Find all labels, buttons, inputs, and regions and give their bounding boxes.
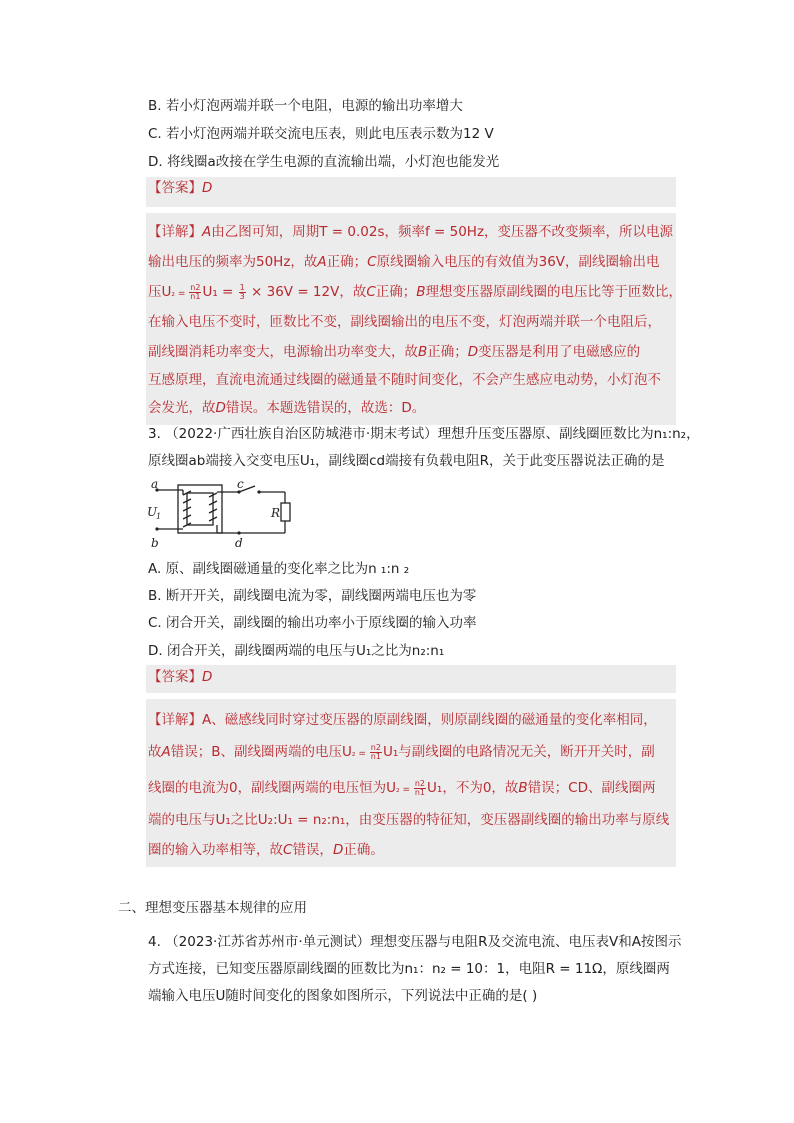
- detail-line: 会发光，故: [148, 400, 216, 416]
- detail-line: 压U: [148, 284, 172, 300]
- subscript: ₂ =: [395, 785, 413, 795]
- detail-line: 端的电压与U₁之比U₂:U₁ = n₂:n₁，由变压器的特征知，变压器副线圈的输出功率与原线: [148, 812, 670, 828]
- answer-label: 【答案】: [148, 669, 202, 685]
- resistor-label: R: [271, 506, 281, 520]
- option-ref-c: C: [367, 254, 377, 270]
- detail-line: 正确；: [427, 344, 468, 360]
- option-b: B. 若小灯泡两端并联一个电阻，电源的输出功率增大: [148, 98, 463, 114]
- option-ref-d: D: [467, 344, 479, 360]
- answer-label: 【答案】: [148, 180, 202, 196]
- question-3-stem-1: 3. （2022·广西壮族自治区防城港市·期末考试）理想升压变压器原、副线圈匝数比为n₁:n₂，: [148, 426, 700, 442]
- detail-line: U₁，不为0，故: [427, 780, 519, 796]
- detail-line: 理想变压器原副线圈的电压比等于匝数比，: [425, 284, 683, 300]
- detail-line: 错误；: [170, 744, 212, 760]
- detail-line: 错误，: [292, 842, 333, 858]
- detail-line: 线圈的电流为0，副线圈两端的电压恒为U: [148, 780, 396, 796]
- question-4-stem-1: 4. （2023·江苏省苏州市·单元测试）理想变压器与电阻R及交流电流、电压表V和A按图示: [148, 934, 682, 950]
- question-4-stem-3: 端输入电压U随时间变化的图象如图所示，下列说法中正确的是( ): [148, 988, 538, 1004]
- detail-line: 副线圈消耗功率变大，电源输出功率变大，故: [148, 344, 418, 360]
- section-heading: 二、理想变压器基本规律的应用: [118, 900, 307, 916]
- detail-line: 正确；: [326, 254, 368, 270]
- detail-line: 变压器是利用了电磁感应的: [478, 344, 641, 360]
- question-4-stem-2: 方式连接，已知变压器原副线圈的匝数比为n₁：n₂ = 10：1，电阻R = 11Ω，原线圈两: [148, 961, 670, 977]
- detail-line: 互感原理，直流电流通过线圈的磁通量不随时间变化，不会产生感应电动势，小灯泡不: [148, 372, 661, 388]
- detail-line: 正确。: [343, 842, 384, 858]
- option-d: D. 将线圈a改接在学生电源的直流输出端，小灯泡也能发光: [148, 154, 500, 170]
- voltage-subscript: 1: [156, 512, 162, 521]
- option-ref-a: A: [202, 224, 212, 240]
- fraction-n2-n1: $\frac{n2}{n1}$: [190, 282, 201, 301]
- detail-line: × 36V = 12V，故: [246, 284, 367, 300]
- detail-label: 【详解】: [148, 712, 202, 728]
- option-c: C. 若小灯泡两端并联交流电压表，则此电压表示数为12 V: [148, 126, 494, 142]
- answer-box-2: [146, 665, 676, 693]
- voltage-label: U: [147, 505, 158, 519]
- answer-value: D: [202, 669, 213, 685]
- detail-line: 原线圈输入电压的有效值为36V，副线圈输出电: [376, 254, 660, 270]
- option-ref-b: B: [418, 344, 428, 360]
- question-3-option-d: D. 闭合开关，副线圈两端的电压与U₁之比为n₂:n₁: [148, 643, 445, 659]
- answer-box-1: [146, 177, 676, 207]
- fraction-n2-n1: $\frac{n2}{n1}$: [414, 778, 426, 797]
- detail-line: U₁与副线圈的电路情况无关，断开开关时，副: [382, 744, 655, 760]
- option-ref-a: A: [161, 744, 171, 760]
- option-ref-a: A: [317, 254, 327, 270]
- fraction-1-3: $\frac{1}{3}$: [239, 282, 245, 301]
- question-3-option-c: C. 闭合开关，副线圈的输出功率小于原线圈的输入功率: [148, 615, 477, 631]
- option-ref-c: C: [283, 842, 293, 858]
- detail-line: 错误；CD、副线圈两: [527, 780, 656, 796]
- option-ref-b: B: [518, 780, 528, 796]
- subscript: ₂ =: [351, 749, 369, 759]
- detail-line: 在输入电压不变时，匝数比不变，副线圈输出的电压不变，灯泡两端并联一个电阻后，: [148, 314, 661, 330]
- detail-line: 圈的输入功率相等，故: [148, 842, 283, 858]
- option-ref-d: D: [215, 400, 226, 416]
- detail-line: B、副线圈两端的电压U: [211, 744, 352, 760]
- answer-value: D: [202, 180, 213, 196]
- question-3-option-a: A. 原、副线圈磁通量的变化率之比为n ₁:n ₂: [148, 561, 410, 577]
- terminal-c: c: [237, 477, 244, 491]
- question-3-option-b: B. 断开开关，副线圈电流为零，副线圈两端电压也为零: [148, 588, 477, 604]
- terminal-a: a: [151, 477, 159, 491]
- detail-box-1: 【详解】A由乙图可知，周期T = 0.02s，频率f = 50Hz，变压器不改变频率，所以电源 输出电压的频率为50Hz，故A正确；C原线圈输入电压的有效值为36V，副线圈输出电 压U₂ = $\frac{n2}{n1}$ U₁ = $\frac{1}{3}$ × 36V = 12V，故C正确；B理想变压器原副线圈的电压比等于匝数比， 在输入电压不变时，匝数比不变，副线圈输出的电压不变，灯泡两端并联一个电阻后， 副线圈消耗功率变大，电源输出功率变大，故B正确；D变压器是利用了电磁感应的 互感原理，直流电流通过线圈的磁通量不随时间变化，不会产生感应电动势，小灯泡不 会发光，故D错误。本题选错误的，故选：D。: [146, 213, 676, 425]
- detail-line: 故: [148, 744, 162, 760]
- transformer-circuit-diagram: [145, 475, 305, 555]
- detail-line: 由乙图可知，周期T = 0.02s，频率f = 50Hz，变压器不改变频率，所以电源: [211, 224, 674, 240]
- detail-label: 【详解】: [148, 224, 202, 240]
- option-ref-d: D: [332, 842, 344, 858]
- question-3-stem-2: 原线圈ab端接入交变电压U₁，副线圈cd端接有负载电阻R，关于此变压器说法正确的是: [148, 453, 665, 469]
- detail-line: 输出电压的频率为50Hz，故: [148, 254, 318, 270]
- terminal-b: b: [151, 536, 159, 550]
- detail-line: 正确；: [375, 284, 417, 300]
- option-ref-b: B: [416, 284, 426, 300]
- detail-line: A、磁感线同时穿过变压器的原副线圈，则原副线圈的磁通量的变化率相同，: [202, 712, 657, 728]
- subscript: ₂ =: [171, 289, 189, 299]
- detail-line: 错误。本题选错误的，故选：D。: [225, 400, 426, 416]
- terminal-d: d: [235, 536, 243, 550]
- option-ref-c: C: [366, 284, 376, 300]
- fraction-n2-n1: $\frac{n2}{n1}$: [370, 742, 381, 761]
- detail-box-2: [146, 699, 676, 867]
